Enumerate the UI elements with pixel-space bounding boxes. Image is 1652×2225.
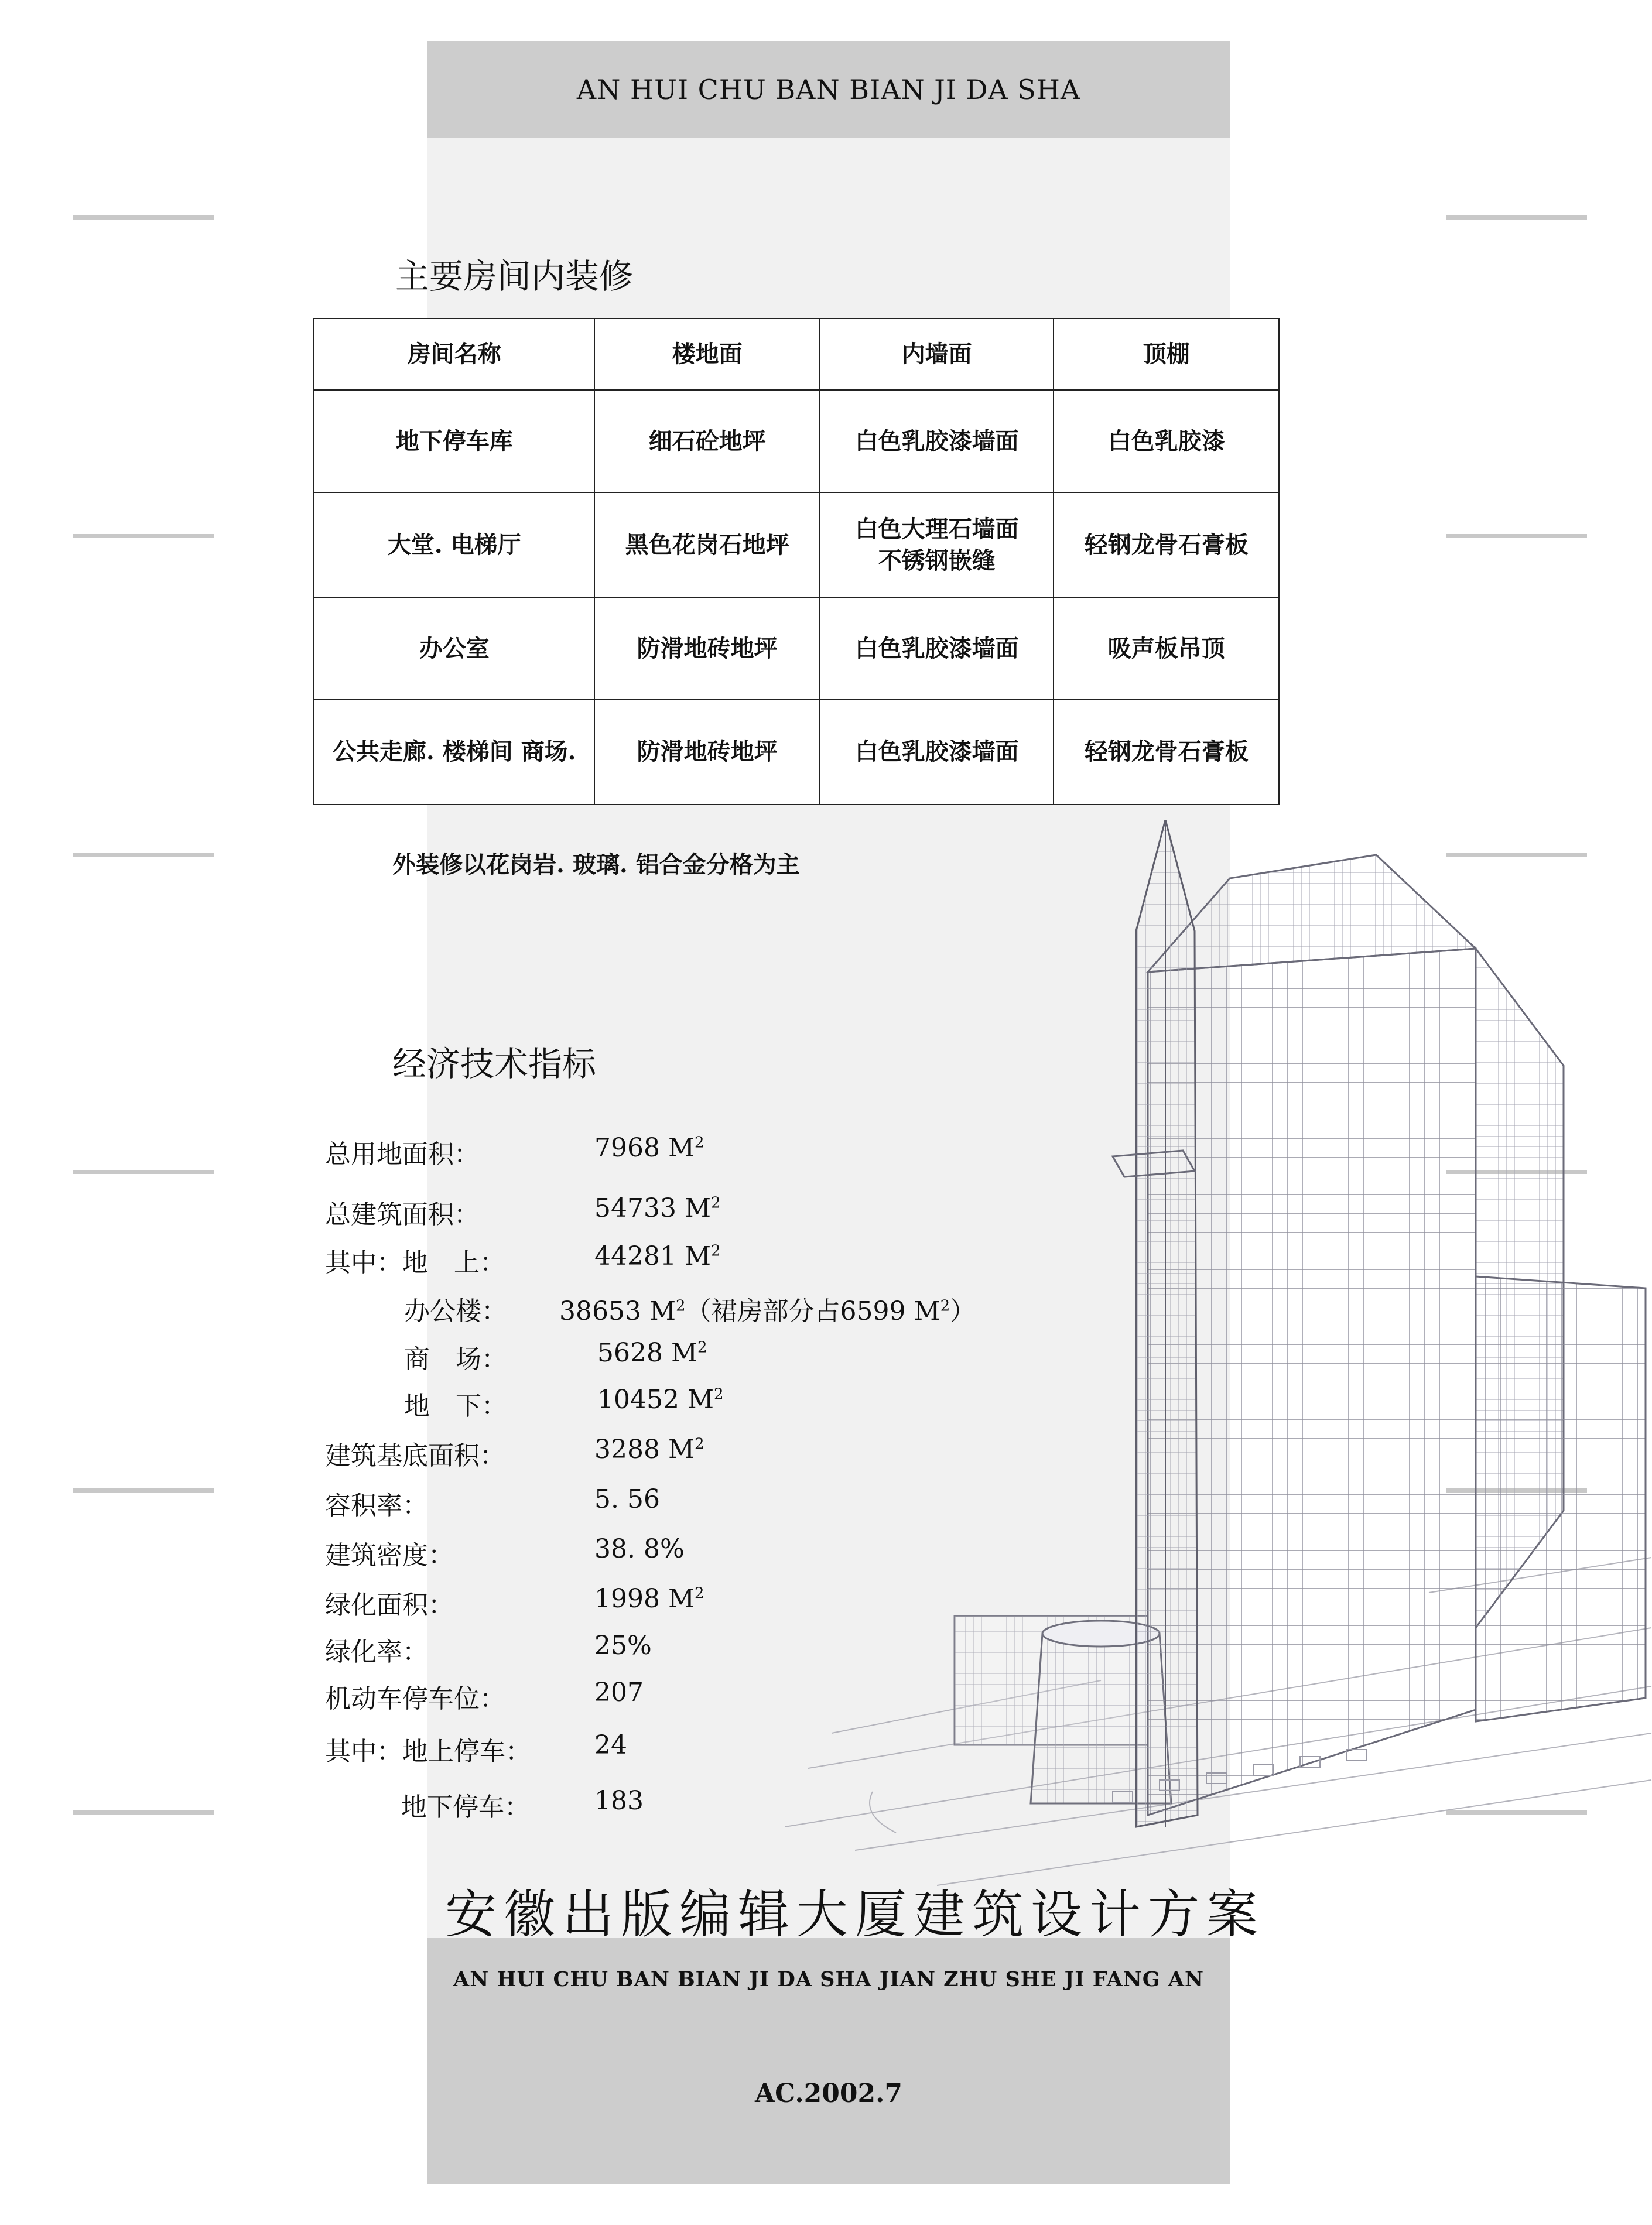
indicator-value [597, 1385, 724, 1415]
floor-cell: 防滑地砖地坪 [594, 598, 820, 699]
indicator-unit-sup: 2 [695, 1435, 704, 1453]
indicator-unit-sup: 2 [676, 1297, 686, 1315]
indicator-label: 绿化面积： [325, 1590, 454, 1620]
indicator-label: 机动车停车位： [325, 1684, 505, 1714]
indicator-label: 其中：地上停车： [325, 1737, 531, 1767]
indicator-value-text: 44281 M [594, 1241, 712, 1271]
footer-band [427, 1938, 1230, 2184]
wall-line-secondary: 不锈钢嵌缝 [878, 547, 996, 574]
column-header-room: 房间名称 [314, 319, 594, 390]
indicator-value-text: 38653 M [559, 1296, 676, 1326]
indicator-value [594, 1193, 721, 1223]
indicator-unit-sup: 2 [711, 1242, 721, 1260]
indicator-value-text: 3288 M [594, 1435, 695, 1464]
indicator-value-text: 10452 M [597, 1385, 714, 1415]
exterior-finish-note: 外装修以花岗岩. 玻璃. 铝合金分格为主 [392, 851, 800, 878]
indicator-label: 办公楼： [404, 1296, 507, 1326]
indicator-unit-sup: 2 [714, 1385, 724, 1404]
indicator-value-text: 38. 8% [594, 1534, 685, 1564]
floor-cell: 黑色花岗石地坪 [594, 492, 820, 598]
footer-date: AC.2002.7 [754, 2079, 903, 2108]
indicator-label: 建筑基底面积： [325, 1441, 505, 1471]
floor-cell: 防滑地砖地坪 [594, 699, 820, 805]
building-wireframe-illustration [785, 820, 1652, 1921]
wall-cell [820, 492, 1054, 598]
interior-finish-table [313, 318, 1280, 805]
ceiling-cell: 轻钢龙骨石膏板 [1054, 699, 1279, 805]
indicator-label: 容积率： [325, 1491, 428, 1521]
table-row [314, 598, 1279, 699]
indicator-value [594, 1435, 704, 1464]
guide-rule [73, 1810, 214, 1815]
floor-cell: 细石砼地坪 [594, 390, 820, 492]
wall-cell [820, 699, 1054, 805]
indicator-extra: （裙房部分占6599 M [685, 1296, 940, 1326]
indicator-label: 绿化率： [325, 1637, 428, 1667]
indicator-label: 地下停车： [401, 1792, 530, 1822]
ceiling-cell: 吸声板吊顶 [1054, 598, 1279, 699]
project-title-cn: 安徽出版编辑大厦建筑设计方案 [445, 1884, 1265, 1945]
table-row [314, 492, 1279, 598]
indicator-extra-end: ） [950, 1296, 976, 1326]
header-band [427, 41, 1230, 138]
wall-line: 白色乳胶漆墙面 [854, 427, 1019, 455]
column-header-ceiling: 顶棚 [1054, 319, 1279, 390]
room-name-cell: 地下停车库 [314, 390, 594, 492]
table-row [314, 699, 1279, 805]
column-header-floor: 楼地面 [594, 319, 820, 390]
room-name-cell: 公共走廊. 楼梯间 商场. [314, 699, 594, 805]
indicator-value-text: 25% [594, 1631, 652, 1661]
indicator-unit-sup: 2 [695, 1134, 704, 1152]
indicator-value [594, 1534, 685, 1564]
footer-title-en: AN HUI CHU BAN BIAN JI DA SHA JIAN ZHU SHE JI FANG AN [453, 1967, 1204, 1991]
wall-cell [820, 598, 1054, 699]
indicator-value-text: 7968 M [594, 1133, 695, 1163]
indicator-unit-sup: 2 [695, 1584, 704, 1603]
table-header-row [314, 319, 1279, 390]
indicator-value-text: 54733 M [594, 1193, 712, 1223]
wall-line: 白色大理石墙面 [854, 515, 1019, 543]
indicator-value-text: 5628 M [597, 1338, 698, 1368]
guide-rule [73, 1488, 214, 1493]
indicator-value [594, 1730, 627, 1760]
guide-rule [73, 534, 214, 538]
indicator-value [597, 1338, 707, 1368]
indicator-value [594, 1786, 644, 1816]
indicator-value [594, 1584, 704, 1614]
wall-line: 白色乳胶漆墙面 [854, 634, 1019, 662]
guide-rule [73, 853, 214, 857]
indicator-value [594, 1631, 652, 1661]
guide-rule [73, 215, 214, 220]
indicator-label: 建筑密度： [325, 1541, 454, 1570]
ceiling-cell: 白色乳胶漆 [1054, 390, 1279, 492]
guide-rule [1446, 534, 1587, 538]
indicator-value [594, 1241, 721, 1271]
guide-rule [73, 1170, 214, 1174]
indicator-extra-sup: 2 [940, 1297, 950, 1315]
indicator-label: 总用地面积： [325, 1139, 480, 1169]
indicator-label: 总建筑面积： [325, 1200, 480, 1230]
indicator-label: 其中：地 上： [325, 1248, 505, 1278]
indicator-value [559, 1290, 976, 1327]
indicators-heading: 经济技术指标 [392, 1044, 597, 1084]
indicator-unit-sup: 2 [711, 1194, 721, 1212]
wall-cell [820, 390, 1054, 492]
room-name-cell: 大堂. 电梯厅 [314, 492, 594, 598]
indicator-value [594, 1484, 660, 1514]
indicator-value-text: 5. 56 [594, 1484, 660, 1514]
room-name-cell: 办公室 [314, 598, 594, 699]
column-header-wall: 内墙面 [820, 319, 1054, 390]
indicator-value [594, 1133, 704, 1163]
indicator-value-text: 207 [594, 1678, 644, 1707]
indicator-value-text: 183 [594, 1786, 644, 1816]
indicator-value [594, 1678, 644, 1707]
finish-heading: 主要房间内装修 [395, 256, 634, 296]
indicator-unit-sup: 2 [697, 1339, 707, 1357]
header-title: AN HUI CHU BAN BIAN JI DA SHA [576, 73, 1081, 105]
indicator-value-text: 1998 M [594, 1584, 695, 1614]
table-row [314, 390, 1279, 492]
indicator-value-text: 24 [594, 1730, 627, 1760]
guide-rule [1446, 215, 1587, 220]
wall-line: 白色乳胶漆墙面 [854, 738, 1019, 765]
ceiling-cell: 轻钢龙骨石膏板 [1054, 492, 1279, 598]
indicator-label: 商 场： [404, 1344, 507, 1374]
indicator-label: 地 下： [404, 1391, 507, 1421]
